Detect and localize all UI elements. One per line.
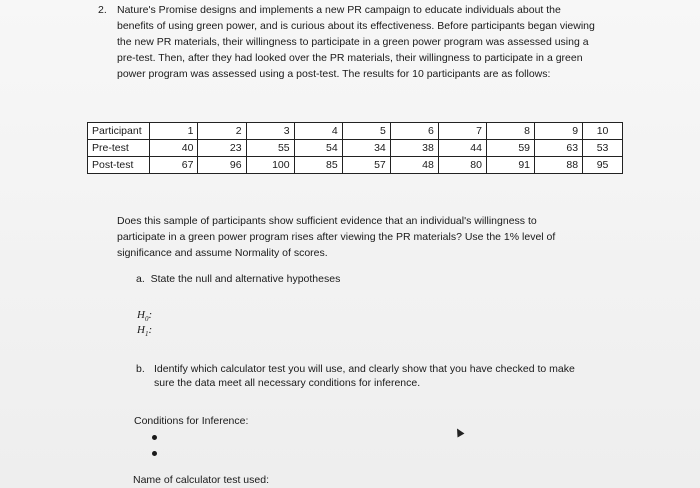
- conditions-label: Conditions for Inference:: [134, 415, 249, 427]
- part-a-label: a.: [136, 273, 145, 285]
- table-cell: 95: [583, 157, 623, 174]
- question-number: 2.: [98, 4, 107, 16]
- table-cell: 80: [438, 157, 486, 174]
- table-cell: 3: [246, 123, 294, 140]
- part-a-text: State the null and alternative hypotheses: [150, 273, 341, 285]
- table-cell: 2: [198, 123, 246, 140]
- table-row: [88, 140, 623, 157]
- table-cell: 55: [246, 140, 294, 157]
- calculator-test-label: Name of calculator test used:: [133, 474, 269, 486]
- table-cell: 1: [150, 123, 198, 140]
- question-intro: Nature's Promise designs and implements a new PR campaign to educate individuals about the benefits of using green power, and is curious about its effectiveness. Before participants began viewing the new PR materials, their willingness to participate in a green power program was assessed using a pre-test. Then, after they had looked over the PR materials, their willingness to participate in a green power program was assessed using a post-test. The results for 10 participants are as follows:: [117, 4, 595, 80]
- part-b: [136, 362, 576, 390]
- mouse-cursor-icon: [454, 427, 465, 438]
- table-cell: 63: [535, 140, 583, 157]
- table-cell: 8: [486, 123, 534, 140]
- table-cell: 6: [390, 123, 438, 140]
- table-cell: 5: [342, 123, 390, 140]
- table-row: [88, 157, 623, 174]
- table-cell: 38: [390, 140, 438, 157]
- data-table: [87, 122, 623, 174]
- research-question: Does this sample of participants show sufficient evidence that an individual's willingness to participate in a green power program rises after viewing the PR materials? Use the 1% level of significance and assume Normality of scores.: [117, 215, 556, 259]
- part-b-label: b.: [136, 363, 145, 375]
- table-row: [88, 123, 623, 140]
- table-cell: 54: [294, 140, 342, 157]
- table-cell: 48: [390, 157, 438, 174]
- table-cell: 57: [342, 157, 390, 174]
- table-cell: 59: [486, 140, 534, 157]
- alternative-hypothesis: $H_1$:: [137, 324, 153, 339]
- table-cell: 96: [198, 157, 246, 174]
- table-cell: 100: [246, 157, 294, 174]
- table-cell: 7: [438, 123, 486, 140]
- bullet-1: [152, 435, 157, 440]
- part-a: [136, 273, 340, 285]
- row-header: Post-test: [88, 157, 150, 174]
- table-cell: 34: [342, 140, 390, 157]
- table-cell: 44: [438, 140, 486, 157]
- part-b-text: Identify which calculator test you will use, and clearly show that you have checked to make sure the data meet all necessary conditions for inference.: [154, 363, 575, 389]
- bullet-2: [152, 451, 157, 456]
- table-cell: 85: [294, 157, 342, 174]
- table-cell: 40: [150, 140, 198, 157]
- table-cell: 10: [583, 123, 623, 140]
- table-cell: 91: [486, 157, 534, 174]
- table-cell: 88: [535, 157, 583, 174]
- table-cell: 53: [583, 140, 623, 157]
- null-hypothesis: $H_0$:: [137, 309, 153, 324]
- table-cell: 4: [294, 123, 342, 140]
- row-header: Participant: [88, 123, 150, 140]
- table-cell: 9: [535, 123, 583, 140]
- table-cell: 67: [150, 157, 198, 174]
- table-cell: 23: [198, 140, 246, 157]
- row-header: Pre-test: [88, 140, 150, 157]
